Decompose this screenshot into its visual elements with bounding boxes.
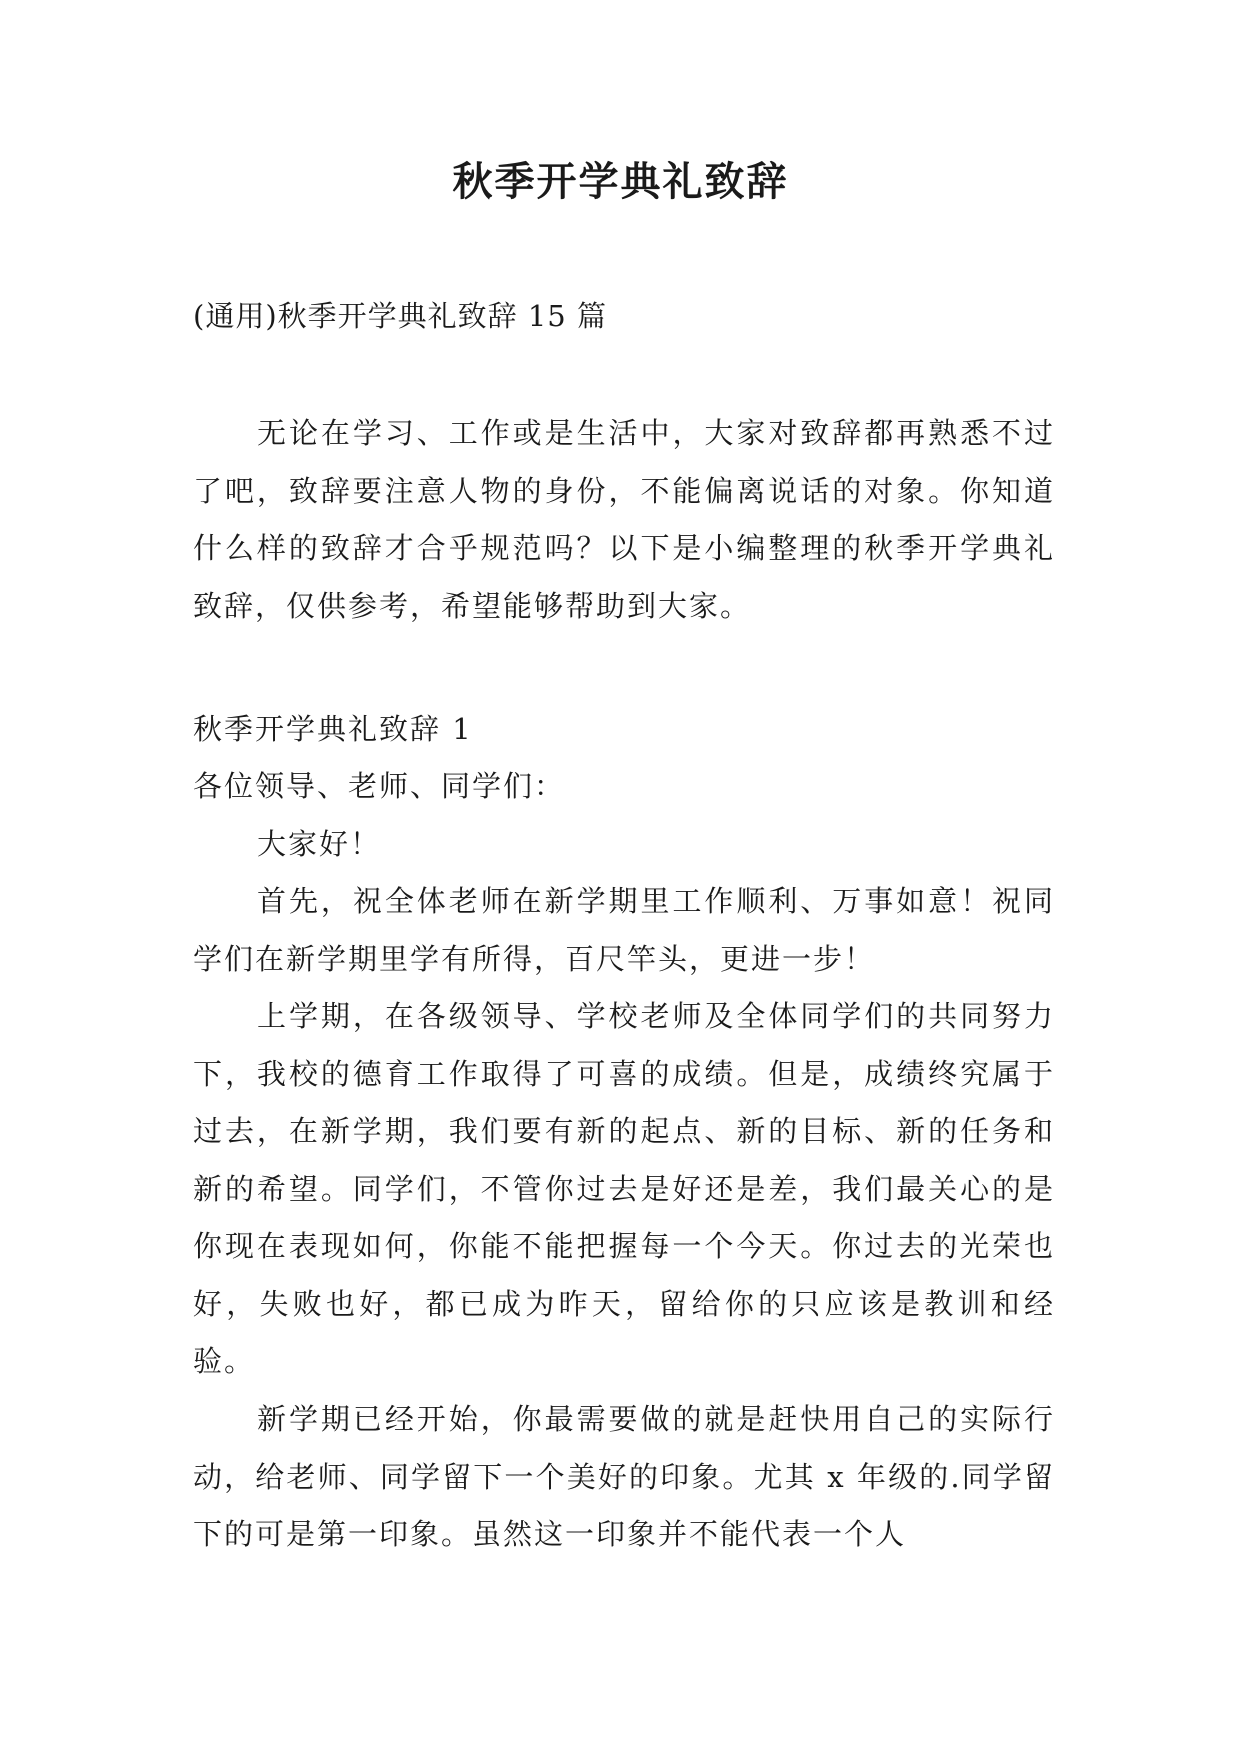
section-heading: 秋季开学典礼致辞 1 (193, 712, 473, 746)
body-paragraph: 上学期，在各级领导、学校老师及全体同学们的共同努力下，我校的德育工作取得了可喜的成绩。但是，成绩终究属于过去，在新学期，我们要有新的起点、新的目标、新的任务和新的希望。同学们，不管你过去是好还是差，我们最关心的是你现在表现如何，你能不能把握每一个今天。你过去的光荣也好，失败也好，都已成为昨天，留给你的只应该是教训和经验。 (193, 999, 1055, 1378)
body-paragraph: 新学期已经开始，你最需要做的就是赶快用自己的实际行动，给老师、同学留下一个美好的印象。尤其 x 年级的.同学留下的可是第一印象。虽然这一印象并不能代表一个人 (193, 1402, 1055, 1551)
salutation: 各位领导、老师、同学们： (193, 769, 566, 803)
document-subtitle: (通用)秋季开学典礼致辞 15 篇 (193, 299, 607, 333)
document-title: 秋季开学典礼致辞 (452, 158, 789, 205)
greeting: 大家好！ (257, 827, 382, 861)
intro-paragraph: 无论在学习、工作或是生活中，大家对致辞都再熟悉不过了吧，致辞要注意人物的身份，不能偏离说话的对象。你知道什么样的致辞才合乎规范吗？以下是小编整理的秋季开学典礼致辞，仅供参考，希望能够帮助到大家。 (193, 416, 1055, 623)
body-paragraph: 首先，祝全体老师在新学期里工作顺利、万事如意！祝同学们在新学期里学有所得，百尺竿头，更进一步！ (193, 884, 1055, 976)
